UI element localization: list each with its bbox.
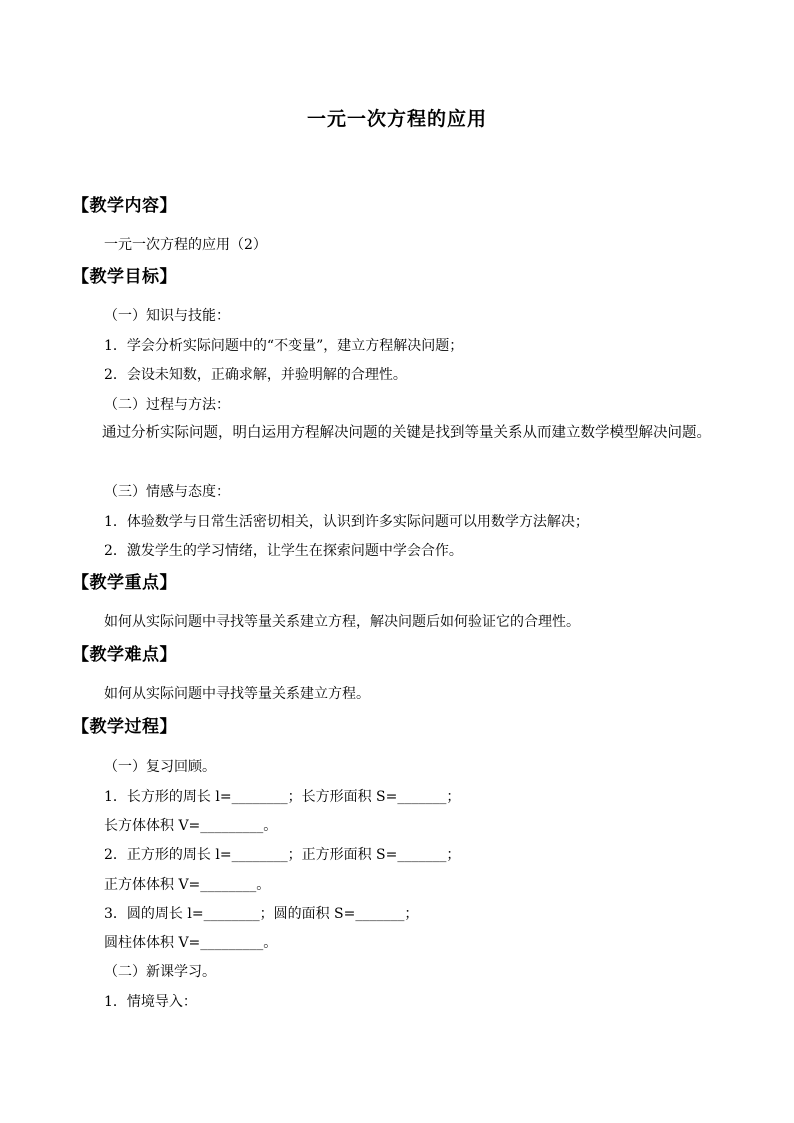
review-question-1a: 1．长方形的周长 l=________；长方形面积 S=_______； [104,789,461,805]
objective-item-3: 1．体验数学与日常生活密切相关，认识到许多实际问题可以用数学方法解决； [104,514,589,530]
objective-process-paragraph: 通过分析实际问题，明白运用方程解决问题的关键是找到等量关系从而建立数学模型解决问题。 [102,425,711,441]
objective-subheading-attitude: （三）情感与态度： [104,484,230,500]
objective-item-1: 1．学会分析实际问题中的“不变量”，建立方程解决问题； [104,338,464,354]
heading-key-points: 【教学重点】 [72,573,177,593]
process-subheading-new-lesson: （二）新课学习。 [104,964,216,980]
objective-item-2: 2．会设未知数，正确求解，并验明解的合理性。 [104,367,407,383]
objective-item-4: 2．激发学生的学习情绪，让学生在探索问题中学会合作。 [104,543,463,559]
review-question-2a: 2．正方形的周长 l=________；正方形面积 S=_______； [104,847,461,863]
review-question-1b: 长方体体积 V=_________。 [104,818,278,834]
review-question-2b: 正方体体积 V=________。 [104,877,271,893]
difficulties-text: 如何从实际问题中寻找等量关系建立方程。 [104,686,370,702]
document-title: 一元一次方程的应用 [306,108,487,130]
new-lesson-item-1: 1．情境导入： [104,994,197,1010]
review-question-3a: 3．圆的周长 l=________；圆的面积 S=_______； [104,906,419,922]
key-points-text: 如何从实际问题中寻找等量关系建立方程，解决问题后如何验证它的合理性。 [104,614,580,630]
heading-difficulties: 【教学难点】 [72,645,177,665]
heading-teaching-objectives: 【教学目标】 [72,267,177,287]
objective-subheading-process: （二）过程与方法： [104,397,230,413]
heading-teaching-process: 【教学过程】 [72,717,177,737]
objective-subheading-knowledge: （一）知识与技能： [104,308,230,324]
content-text: 一元一次方程的应用（2） [104,237,267,253]
review-question-3b: 圆柱体体积 V=_________。 [104,935,278,951]
heading-teaching-content: 【教学内容】 [72,196,177,216]
process-subheading-review: （一）复习回顾。 [104,759,216,775]
